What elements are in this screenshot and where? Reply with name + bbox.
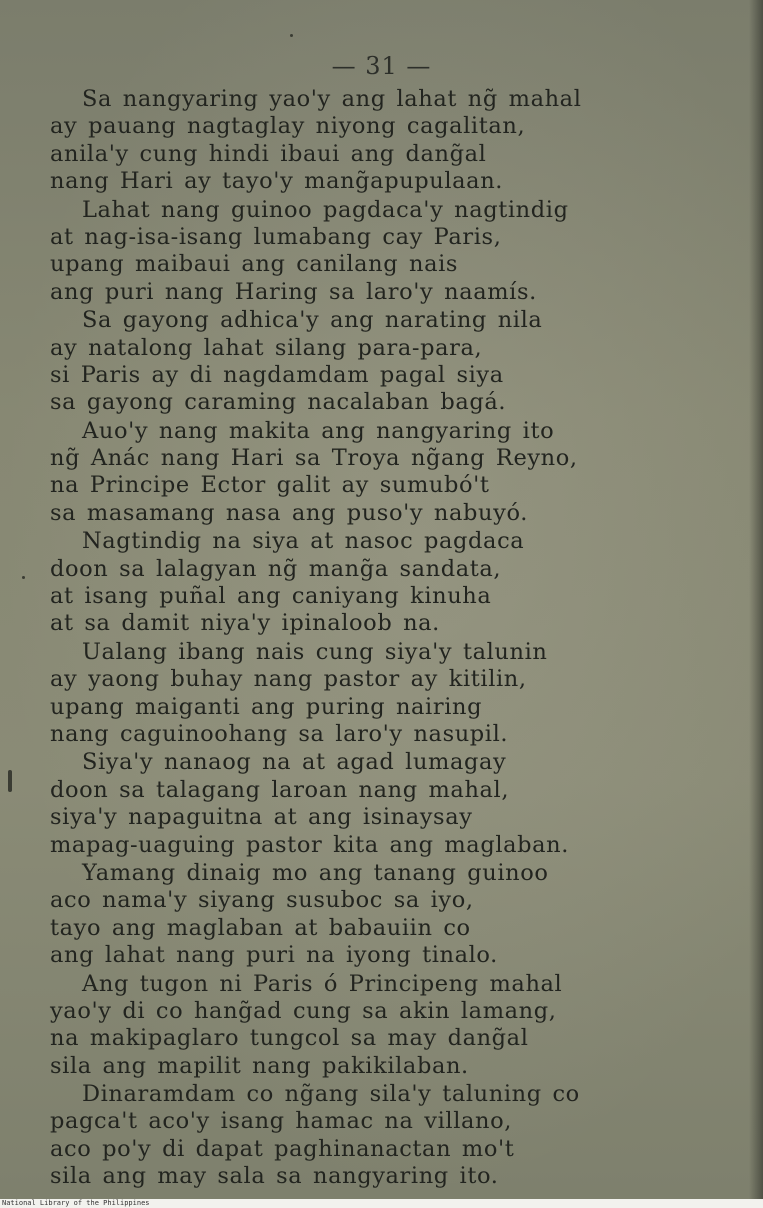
stanza [50, 528, 650, 638]
verse-line: nang Hari ay tayo'y mang̃apupulaan. [50, 168, 504, 195]
verse-line: Lahat nang guinoo pagdaca'y nagtindig [82, 196, 569, 223]
verse-line: Sa gayong adhica'y ang narating nila [82, 307, 543, 334]
verse-line: na makipaglaro tungcol sa may dang̃al [50, 1025, 529, 1052]
verse-line: Sa nangyaring yao'y ang lahat ng̃ mahal [82, 86, 582, 112]
verse-line: at nag-isa-isang lumabang cay Paris, [50, 223, 502, 250]
page-number: — 31 — [331, 52, 432, 80]
verse-line: sa masamang nasa ang puso'y nabuyó. [50, 499, 528, 526]
verse-line: Ualang ibang nais cung siya'y talunin [82, 638, 548, 665]
verse-line: at isang puñal ang caniyang kinuha [50, 583, 492, 610]
verse-line: aco po'y di dapat paghinanactan mo't [50, 1135, 515, 1162]
paper-speck [8, 770, 12, 792]
verse-line: doon sa talagang laroan nang mahal, [50, 776, 510, 803]
verse-line: na Principe Ector galit ay sumubó't [50, 472, 490, 499]
verse-line: upang maibaui ang canilang nais [50, 251, 459, 278]
stanza [50, 749, 650, 859]
poem-text [50, 86, 650, 1192]
verse-line: sila ang mapilit nang pakikilaban. [50, 1052, 469, 1079]
stanza [50, 86, 650, 196]
verse-line: nang caguinoohang sa laro'y nasupil. [50, 720, 509, 747]
verse-line: pagca't aco'y isang hamac na villano, [50, 1108, 512, 1135]
stanza [50, 418, 650, 528]
paper-speck [22, 576, 25, 579]
verse-line: Ang tugon ni Paris ó Principeng mahal [82, 970, 563, 997]
verse-line: Nagtindig na siya at nasoc pagdaca [82, 528, 525, 555]
verse-line: at sa damit niya'y ipinaloob na. [50, 610, 440, 637]
stanza [50, 197, 650, 307]
verse-line: aco nama'y siyang susuboc sa iyo, [50, 887, 474, 914]
verse-line: siya'y napaguitna at ang isinaysay [50, 804, 473, 831]
stanza [50, 639, 650, 749]
verse-line: upang maiganti ang puring nairing [50, 693, 483, 720]
verse-line: yao'y di co hang̃ad cung sa akin lamang, [50, 997, 557, 1024]
verse-line: si Paris ay di nagdamdam pagal siya [50, 361, 504, 388]
stanza [50, 307, 650, 417]
paper-speck [290, 34, 293, 37]
stanza [50, 860, 650, 970]
verse-line: doon sa lalagyan ng̃ mang̃a sandata, [50, 555, 502, 582]
library-credit: National Library of the Philippines [0, 1199, 763, 1208]
verse-line: ay yaong buhay nang pastor ay kitilin, [50, 666, 527, 693]
verse-line: ay pauang nagtaglay niyong cagalitan, [50, 113, 526, 140]
verse-line: sila ang may sala sa nangyaring ito. [50, 1163, 499, 1190]
verse-line: Yamang dinaig mo ang tanang guinoo [82, 859, 549, 886]
verse-line: ang lahat nang puri na iyong tinalo. [50, 942, 498, 969]
stanza [50, 1081, 650, 1191]
verse-line: sa gayong caraming nacalaban bagá. [50, 389, 507, 416]
verse-line: Auo'y nang makita ang nangyaring ito [82, 417, 555, 444]
verse-line: ang puri nang Haring sa laro'y naamís. [50, 278, 537, 305]
verse-line: ay natalong lahat silang para-para, [50, 334, 483, 361]
verse-line: ng̃ Anác nang Hari sa Troya ng̃ang Reyno, [50, 445, 578, 472]
verse-line: anila'y cung hindi ibaui ang dang̃al [50, 140, 487, 167]
verse-line: mapag-uaguing pastor kita ang maglaban. [50, 831, 569, 858]
verse-line: tayo ang maglaban at babauiin co [50, 914, 471, 941]
stanza [50, 971, 650, 1081]
verse-line: Dinaramdam co ng̃ang sila'y taluning co [82, 1081, 580, 1108]
verse-line: Siya'y nanaog na at agad lumagay [82, 749, 507, 776]
